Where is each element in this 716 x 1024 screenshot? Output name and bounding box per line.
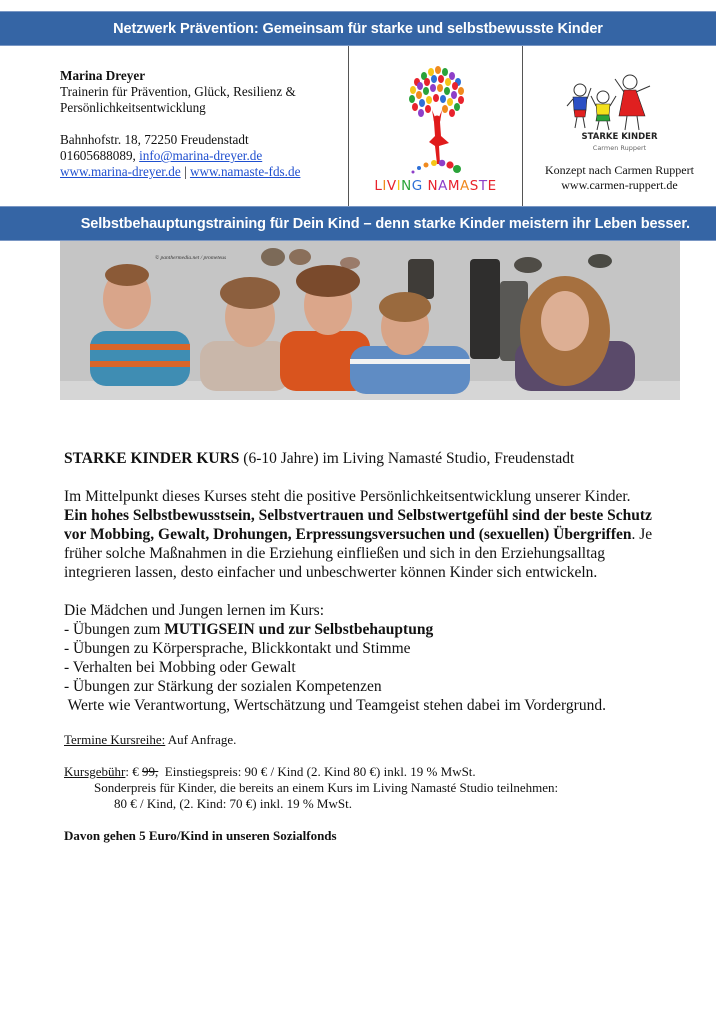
- top-banner: [0, 11, 716, 46]
- wordmark-letter: V: [386, 178, 397, 194]
- fee-new-price: Einstiegspreis: 90 € / Kind (2. Kind 80 €) inkl. 19 % MwSt.: [158, 764, 476, 779]
- termine-value: Auf Anfrage.: [165, 732, 237, 747]
- wordmark-letter: A: [460, 178, 470, 194]
- contact-address: Bahnhofstr. 18, 72250 Freudenstadt: [60, 132, 249, 147]
- learning-list: [64, 601, 704, 715]
- living-namaste-wordmark: [349, 178, 522, 194]
- starke-kinder-subtitle: Carmen Ruppert: [592, 144, 647, 152]
- course-statement: [64, 506, 664, 582]
- wordmark-letter: I: [396, 178, 402, 194]
- tree-yoga-figure-icon: [349, 46, 522, 176]
- starke-kinder-title: STARKE KINDER: [581, 132, 658, 142]
- learning-item-bold: MUTIGSEIN und zur Selbstbehauptung: [164, 621, 434, 638]
- children-photo: [60, 241, 680, 400]
- header-row: [0, 46, 716, 206]
- konzept-block: [523, 163, 716, 193]
- termine-label: Termine Kursreihe:: [64, 732, 166, 747]
- wordmark-letter: I: [382, 178, 387, 194]
- course-statement-rest: . Je früher solche Maßnahmen in die Erziehung einfließen und sich in den Erziehungsalltag integrieren lassen, desto einfacher und unbeschwerter können Kinder sich entwickeln.: [64, 526, 653, 581]
- wordmark-letter: S: [469, 178, 479, 194]
- course-title-rest: (6-10 Jahre) im Living Namasté Studio, Freudenstadt: [239, 450, 575, 467]
- slogan-banner: [0, 206, 716, 241]
- course-description: [64, 449, 704, 844]
- slogan-banner-text: Selbstbehauptungstraining für Dein Kind – denn starke Kinder meistern ihr Leben besser.: [80, 215, 690, 232]
- top-banner-text: Netzwerk Prävention: Gemeinsam für starke und selbstbewusste Kinder: [113, 20, 603, 37]
- course-title-bold: STARKE KINDER KURS: [64, 450, 240, 467]
- pricing-block: [64, 732, 704, 844]
- wordmark-letter: M: [447, 178, 461, 194]
- website-link-marina[interactable]: www.marina-dreyer.de: [60, 164, 181, 179]
- learning-item: - Übungen zur Stärkung der sozialen Kompetenzen: [64, 678, 382, 695]
- fee-currency: : €: [125, 764, 143, 779]
- website-separator: |: [180, 164, 190, 179]
- wordmark-letter: E: [487, 178, 497, 194]
- fee-line: [64, 764, 704, 780]
- wordmark-letter: T: [478, 178, 488, 194]
- fee-old-price: 99,: [142, 764, 159, 779]
- learning-item: - Verhalten bei Mobbing oder Gewalt: [64, 659, 296, 676]
- values-line: Werte wie Verantwortung, Wertschätzung und Teamgeist stehen dabei im Vordergrund.: [64, 697, 606, 714]
- konzept-text: Konzept nach Carmen Ruppert: [545, 163, 694, 177]
- special-price-line2: 80 € / Kind, (2. Kind: 70 €) inkl. 19 % MwSt.: [114, 796, 352, 811]
- wordmark-letter: N: [401, 178, 412, 194]
- wordmark-letter: G: [411, 178, 423, 194]
- wordmark-letter: N: [427, 178, 439, 194]
- special-price-line1: Sonderpreis für Kinder, die bereits an einem Kurs im Living Namasté Studio teilnehmen:: [94, 780, 559, 795]
- carmen-ruppert-website: www.carmen-ruppert.de: [561, 178, 678, 192]
- websites-line: [60, 164, 345, 180]
- learning-intro: Die Mädchen und Jungen lernen im Kurs:: [64, 602, 324, 619]
- contact-phone: 01605688089,: [60, 148, 136, 163]
- wordmark-letter: L: [374, 178, 383, 194]
- contact-block: [60, 68, 345, 180]
- wordmark-letter: A: [438, 178, 448, 194]
- termine-line: [64, 732, 704, 748]
- fee-label: Kursgebühr: [64, 764, 126, 779]
- contact-phone-email-line: [60, 148, 345, 164]
- course-intro: Im Mittelpunkt dieses Kurses steht die positive Persönlichkeitsentwicklung unserer Kinder.: [64, 488, 631, 505]
- starke-kinder-logo: [523, 46, 716, 206]
- three-children-drawing-icon: [523, 46, 716, 132]
- living-namaste-logo: [349, 46, 522, 206]
- course-intro-paragraph: [64, 487, 704, 582]
- course-statement-bold: Ein hohes Selbstbewusstsein, Selbstvertrauen und Selbstwertgefühl sind der beste Schutz vor Mobbing, Gewalt, Drohungen, Erpressungsversuchen und (sexuellen) Übergriffen: [64, 507, 652, 543]
- learning-item: [64, 620, 704, 639]
- contact-name: Marina Dreyer: [60, 68, 146, 83]
- learning-item: - Übungen zu Körpersprache, Blickkontakt und Stimme: [64, 640, 411, 657]
- learning-item-prefix: - Übungen zum: [64, 621, 165, 638]
- email-link[interactable]: info@marina-dreyer.de: [139, 148, 263, 163]
- children-photo-illustration: [60, 241, 680, 400]
- social-fund-note: Davon gehen 5 Euro/Kind in unseren Sozialfonds: [64, 828, 337, 843]
- contact-role-line1: Trainerin für Prävention, Glück, Resilienz &: [60, 84, 296, 99]
- contact-role-line2: Persönlichkeitsentwicklung: [60, 100, 206, 115]
- photo-credit: © panthermedia.net / prometeus: [155, 255, 227, 261]
- website-link-namaste[interactable]: www.namaste-fds.de: [189, 164, 301, 179]
- course-title: [64, 449, 704, 468]
